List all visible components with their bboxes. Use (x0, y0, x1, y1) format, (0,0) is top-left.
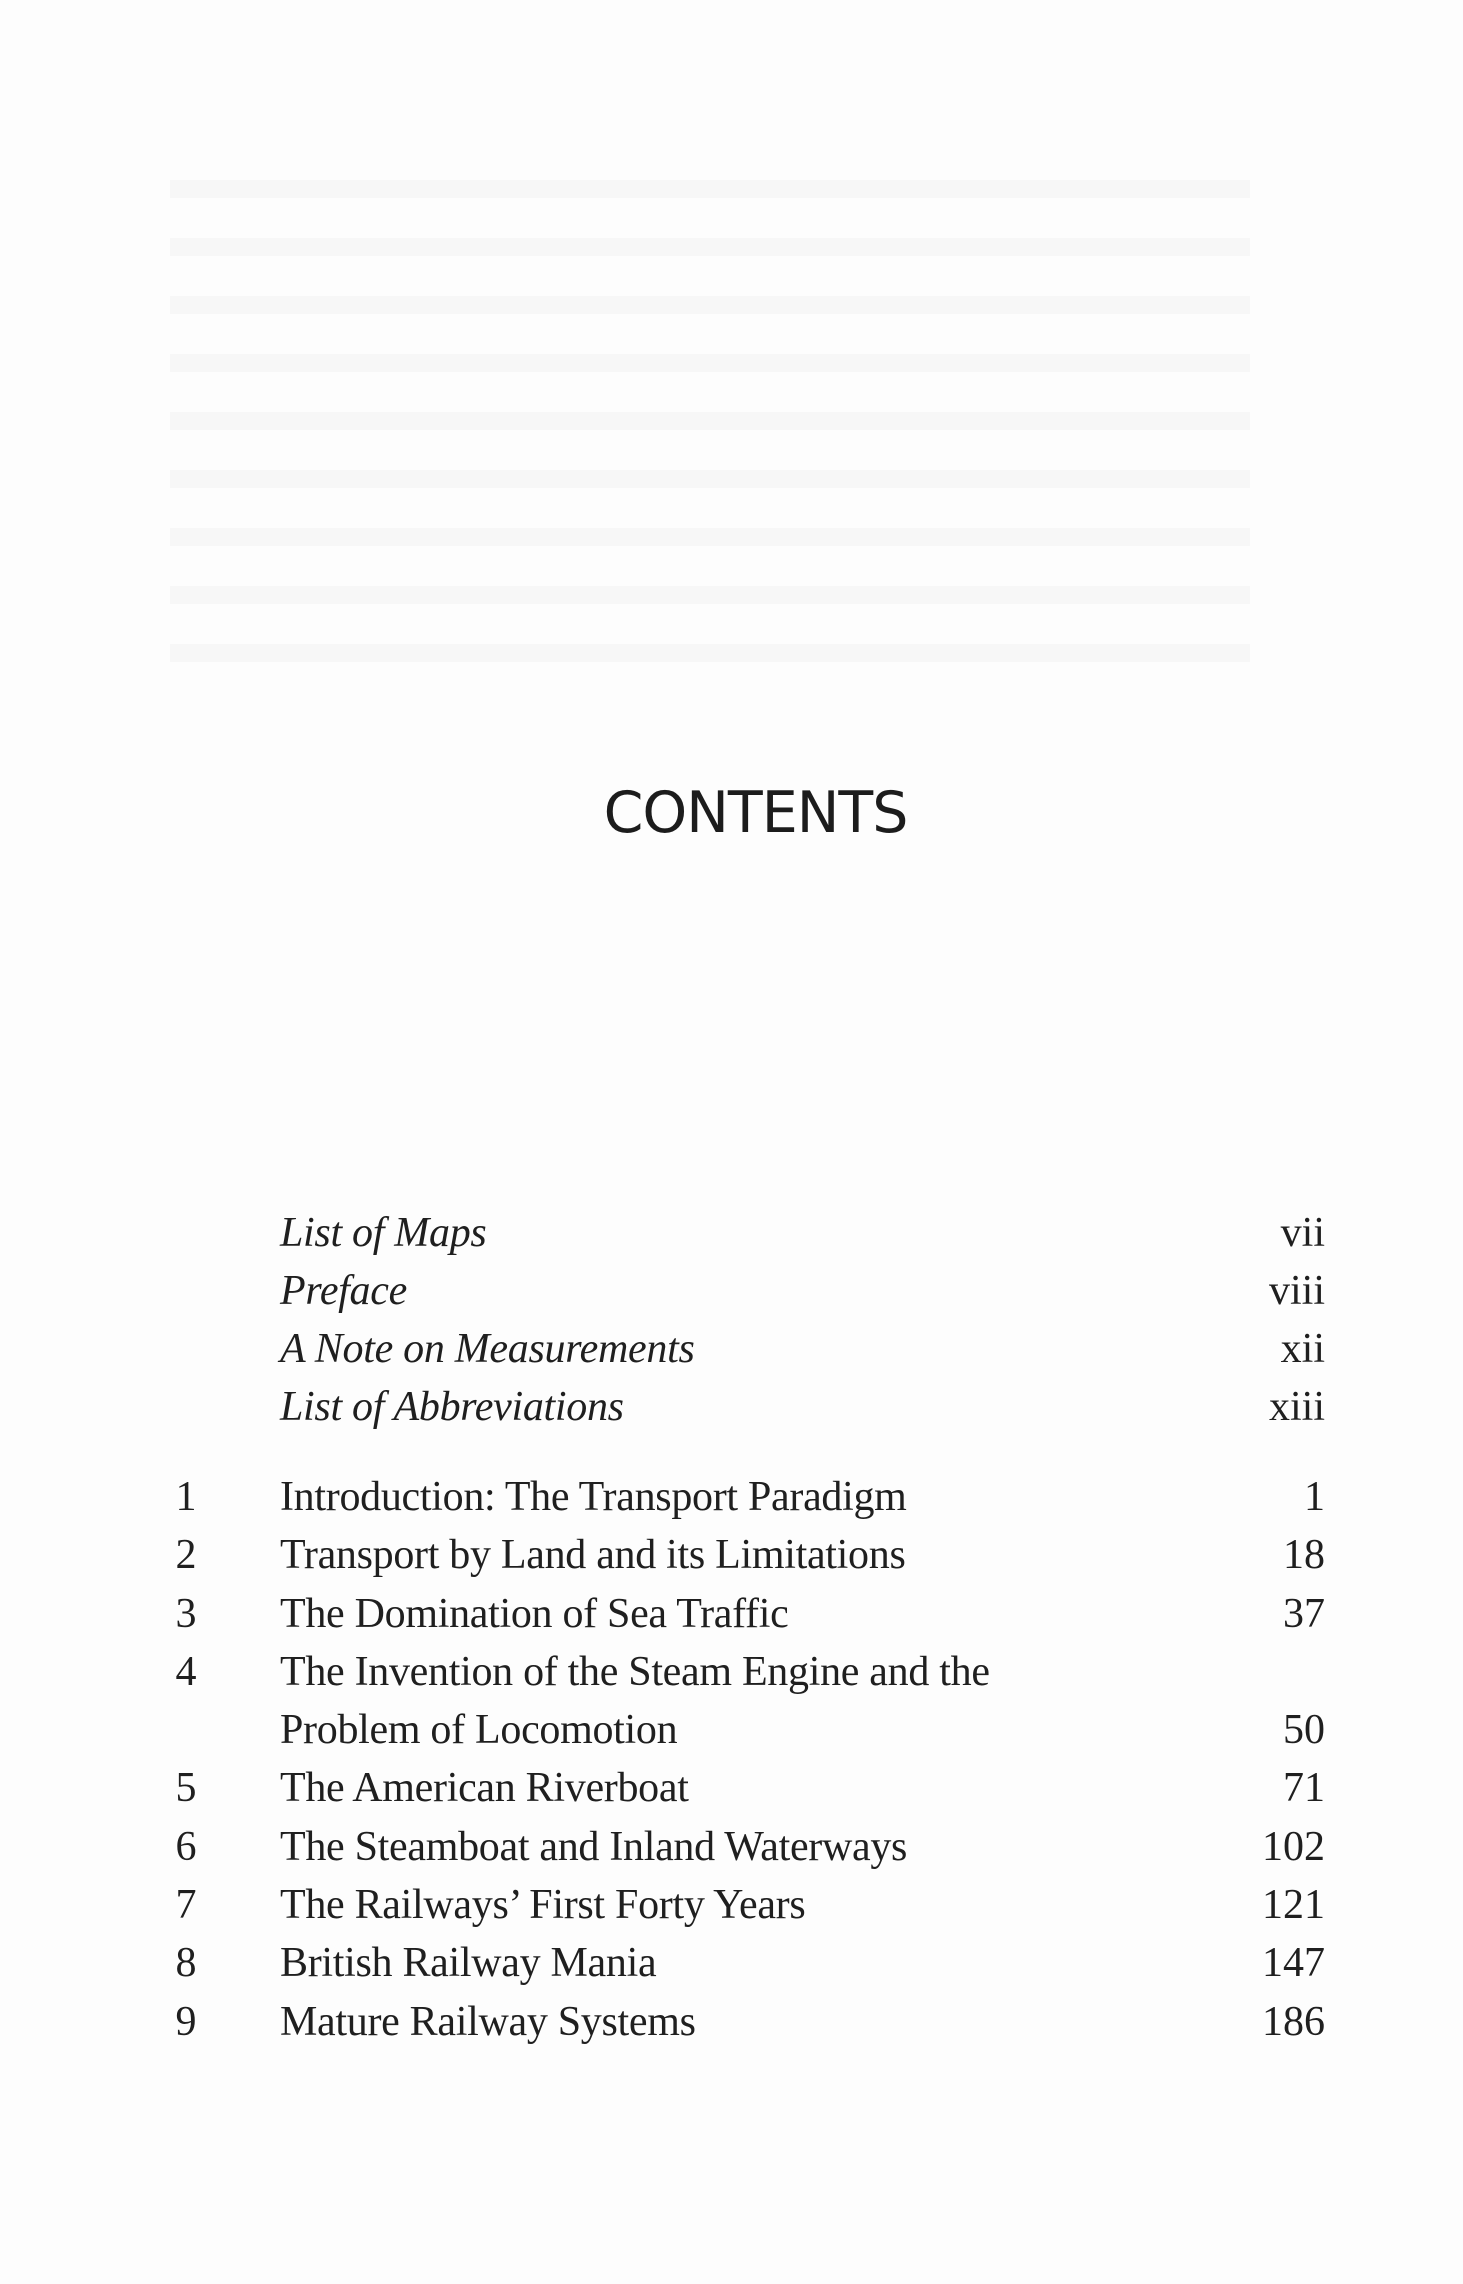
chapter-number: 2 (175, 1532, 197, 1578)
chapter-number: 8 (175, 1940, 197, 1986)
chapter-number: 3 (175, 1591, 197, 1637)
chapter-page: 18 (1283, 1532, 1325, 1578)
chapter-page: 186 (1262, 1999, 1325, 2045)
toc-chapter-item[interactable] (0, 1585, 1463, 1643)
chapter-title: The Invention of the Steam Engine and the (280, 1649, 990, 1695)
toc-front-matter-item[interactable] (0, 1204, 1463, 1262)
chapter-number: 7 (175, 1882, 197, 1928)
chapter-page: 37 (1283, 1591, 1325, 1637)
toc-front-matter-item[interactable] (0, 1320, 1463, 1378)
chapter-number: 9 (175, 1999, 197, 2045)
chapter-title: Mature Railway Systems (280, 1999, 696, 2045)
chapter-page: 147 (1262, 1940, 1325, 1986)
toc-entry-page: vii (1280, 1210, 1325, 1256)
chapter-title-continuation: Problem of Locomotion (280, 1707, 678, 1753)
toc-entry-page: xiii (1268, 1384, 1325, 1430)
toc-chapter-item[interactable] (0, 1526, 1463, 1584)
toc-entry-title: List of Maps (280, 1210, 487, 1256)
toc-chapter-item[interactable] (0, 1934, 1463, 1992)
toc-entry-title: A Note on Measurements (280, 1326, 695, 1372)
toc-chapter-item[interactable] (0, 1759, 1463, 1817)
chapter-number: 5 (175, 1765, 197, 1811)
chapter-title: Transport by Land and its Limitations (280, 1532, 906, 1578)
toc-entry-title: List of Abbreviations (280, 1384, 624, 1430)
toc-chapter-item[interactable] (0, 1818, 1463, 1876)
chapter-title: Introduction: The Transport Paradigm (280, 1474, 907, 1520)
reverse-page-bleed-through (170, 180, 1250, 700)
chapter-title: The American Riverboat (280, 1765, 689, 1811)
chapter-page: 50 (1283, 1707, 1325, 1753)
chapter-title: The Steamboat and Inland Waterways (280, 1824, 908, 1870)
page-title: CONTENTS (603, 780, 908, 846)
chapter-title: British Railway Mania (280, 1940, 657, 1986)
chapter-title: The Railways’ First Forty Years (280, 1882, 806, 1928)
toc-entry-page: viii (1268, 1268, 1325, 1314)
chapter-number: 6 (175, 1824, 197, 1870)
toc-chapter-item[interactable] (0, 1993, 1463, 2051)
chapter-page: 71 (1283, 1765, 1325, 1811)
chapter-page: 1 (1304, 1474, 1325, 1520)
toc-chapter-item[interactable] (0, 1643, 1463, 1701)
toc-chapter-item[interactable] (0, 1468, 1463, 1526)
toc-chapter-item[interactable] (0, 1876, 1463, 1934)
chapter-number: 4 (175, 1649, 197, 1695)
toc-entry-title: Preface (280, 1268, 407, 1314)
toc-chapter-item-continuation[interactable] (0, 1701, 1463, 1759)
toc-entry-page: xii (1280, 1326, 1325, 1372)
toc-front-matter-item[interactable] (0, 1378, 1463, 1436)
chapter-page: 121 (1262, 1882, 1325, 1928)
chapter-page: 102 (1262, 1824, 1325, 1870)
chapter-number: 1 (175, 1474, 197, 1520)
toc-front-matter-item[interactable] (0, 1262, 1463, 1320)
chapter-title: The Domination of Sea Traffic (280, 1591, 789, 1637)
